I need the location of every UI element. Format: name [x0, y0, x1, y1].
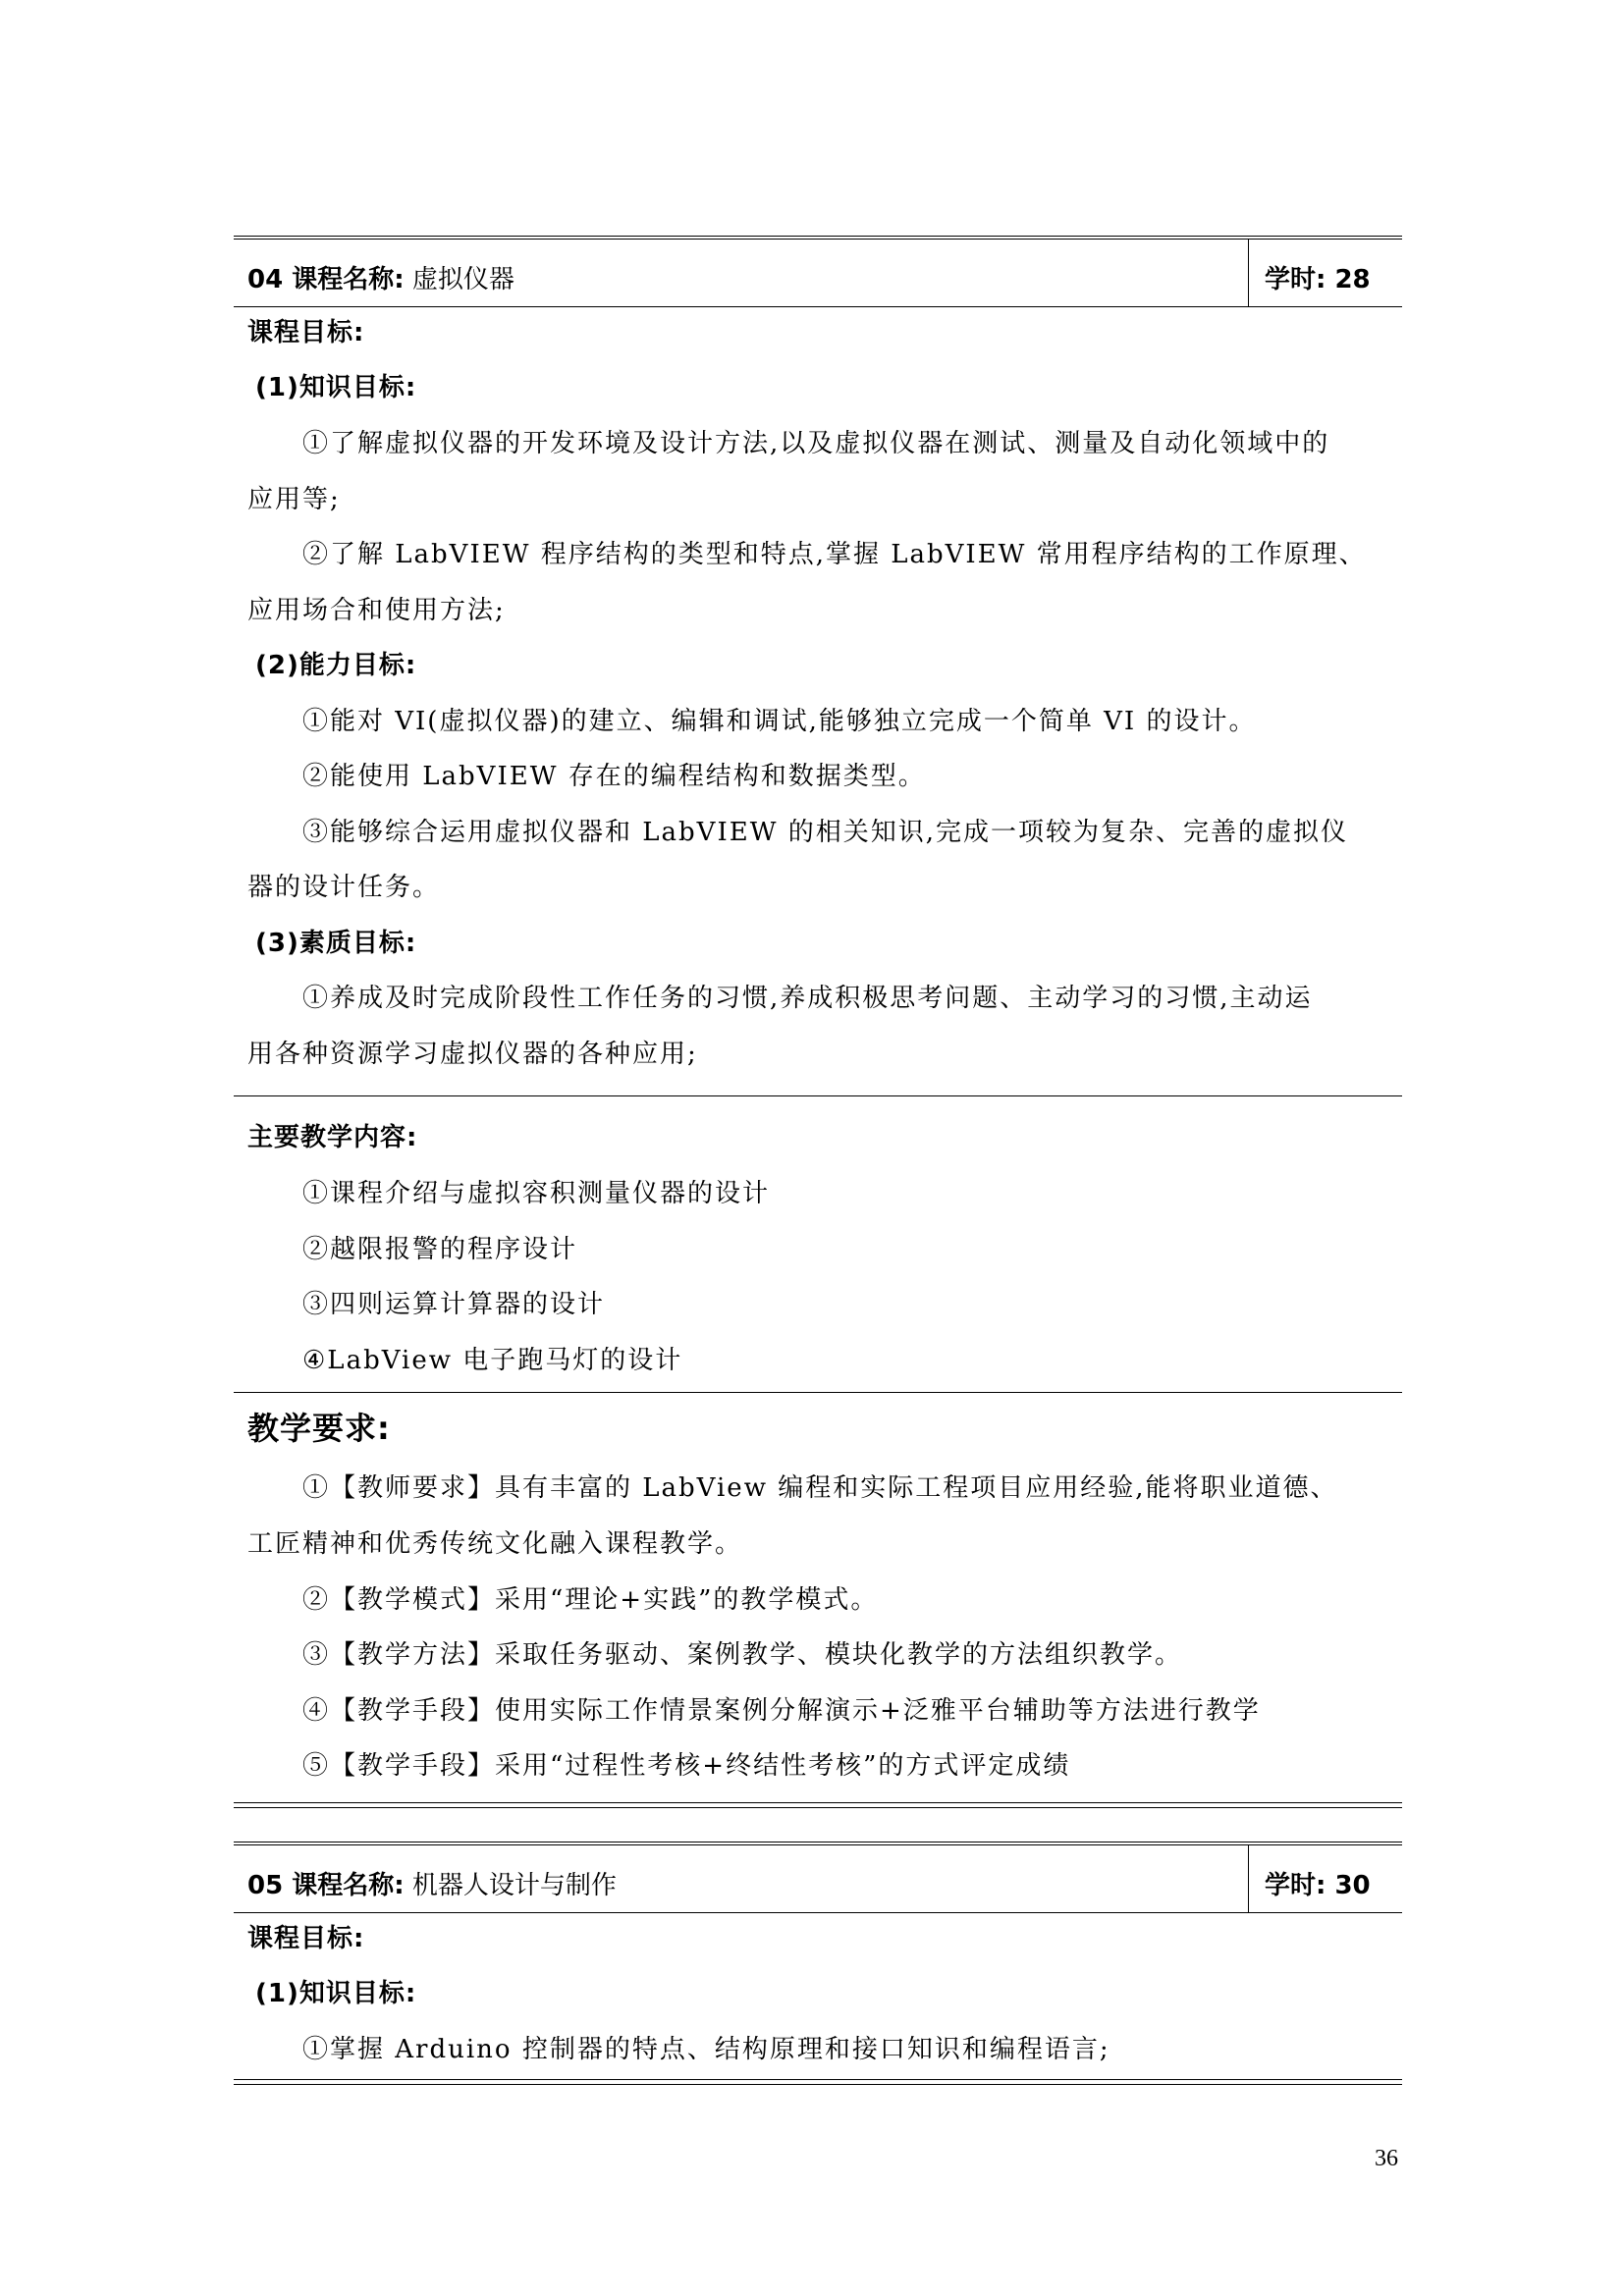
- content-line: ③四则运算计算器的设计: [302, 1290, 606, 1319]
- header-divider: [1248, 240, 1249, 306]
- knowledge-line: 应用场合和使用方法;: [247, 596, 506, 625]
- section-divider: [234, 1095, 1402, 1096]
- course-05-hours: 学时: 30: [1265, 1871, 1371, 1900]
- knowledge-line: ①了解虚拟仪器的开发环境及设计方法,以及虚拟仪器在测试、测量及自动化领域中的: [302, 429, 1330, 458]
- goals-title: 课程目标:: [247, 1924, 365, 1953]
- ability-title: (2)能力目标:: [255, 651, 417, 680]
- block-end-rule: [234, 1802, 1402, 1808]
- ability-line: ②能使用 LabVIEW 存在的编程结构和数据类型。: [302, 762, 926, 791]
- requirement-line: ②【教学模式】采用“理论+实践”的教学模式。: [302, 1585, 879, 1615]
- requirements-title: 教学要求:: [247, 1410, 391, 1447]
- requirement-line: ④【教学手段】使用实际工作情景案例分解演示+泛雅平台辅助等方法进行教学: [302, 1696, 1261, 1726]
- course-05-block: [234, 1842, 1402, 2064]
- knowledge-title: (1)知识目标:: [255, 373, 417, 402]
- course-04-block: [234, 236, 1402, 1781]
- knowledge-line: ①掌握 Arduino 控制器的特点、结构原理和接口知识和编程语言;: [302, 2035, 1110, 2064]
- ability-line: ①能对 VI(虚拟仪器)的建立、编辑和调试,能够独立完成一个简单 VI 的设计。: [302, 707, 1257, 736]
- course-04-header: [234, 236, 1402, 307]
- page-number: 36: [1375, 2146, 1398, 2171]
- content-line: ④LabView 电子跑马灯的设计: [302, 1346, 683, 1375]
- quality-line: 用各种资源学习虚拟仪器的各种应用;: [247, 1040, 698, 1069]
- requirement-line: 工匠精神和优秀传统文化融入课程教学。: [247, 1529, 743, 1559]
- knowledge-title: (1)知识目标:: [255, 1979, 417, 2008]
- knowledge-line: 应用等;: [247, 485, 341, 514]
- ability-line: 器的设计任务。: [247, 873, 441, 902]
- course-04-name: 04 课程名称: 虚拟仪器: [247, 265, 514, 294]
- goals-title: 课程目标:: [247, 318, 365, 347]
- content-title: 主要教学内容:: [247, 1123, 418, 1152]
- course-05-name: 05 课程名称: 机器人设计与制作: [247, 1871, 617, 1900]
- block-end-rule: [234, 2079, 1402, 2085]
- header-divider: [1248, 1845, 1249, 1912]
- requirement-line: ⑤【教学手段】采用“过程性考核+终结性考核”的方式评定成绩: [302, 1751, 1071, 1781]
- quality-line: ①养成及时完成阶段性工作任务的习惯,养成积极思考问题、主动学习的习惯,主动运: [302, 984, 1313, 1013]
- course-05-header: [234, 1842, 1402, 1913]
- course-04-hours: 学时: 28: [1265, 265, 1371, 294]
- ability-line: ③能够综合运用虚拟仪器和 LabVIEW 的相关知识,完成一项较为复杂、完善的虚拟仪: [302, 818, 1348, 847]
- knowledge-line: ②了解 LabVIEW 程序结构的类型和特点,掌握 LabVIEW 常用程序结构的工作原理、: [302, 540, 1367, 569]
- content-line: ①课程介绍与虚拟容积测量仪器的设计: [302, 1179, 771, 1208]
- section-divider: [234, 1392, 1402, 1393]
- requirement-line: ③【教学方法】采取任务驱动、案例教学、模块化教学的方法组织教学。: [302, 1640, 1183, 1670]
- content-line: ②越限报警的程序设计: [302, 1235, 578, 1264]
- quality-title: (3)素质目标:: [255, 929, 417, 958]
- requirement-line: ①【教师要求】具有丰富的 LabView 编程和实际工程项目应用经验,能将职业道德、: [302, 1473, 1338, 1503]
